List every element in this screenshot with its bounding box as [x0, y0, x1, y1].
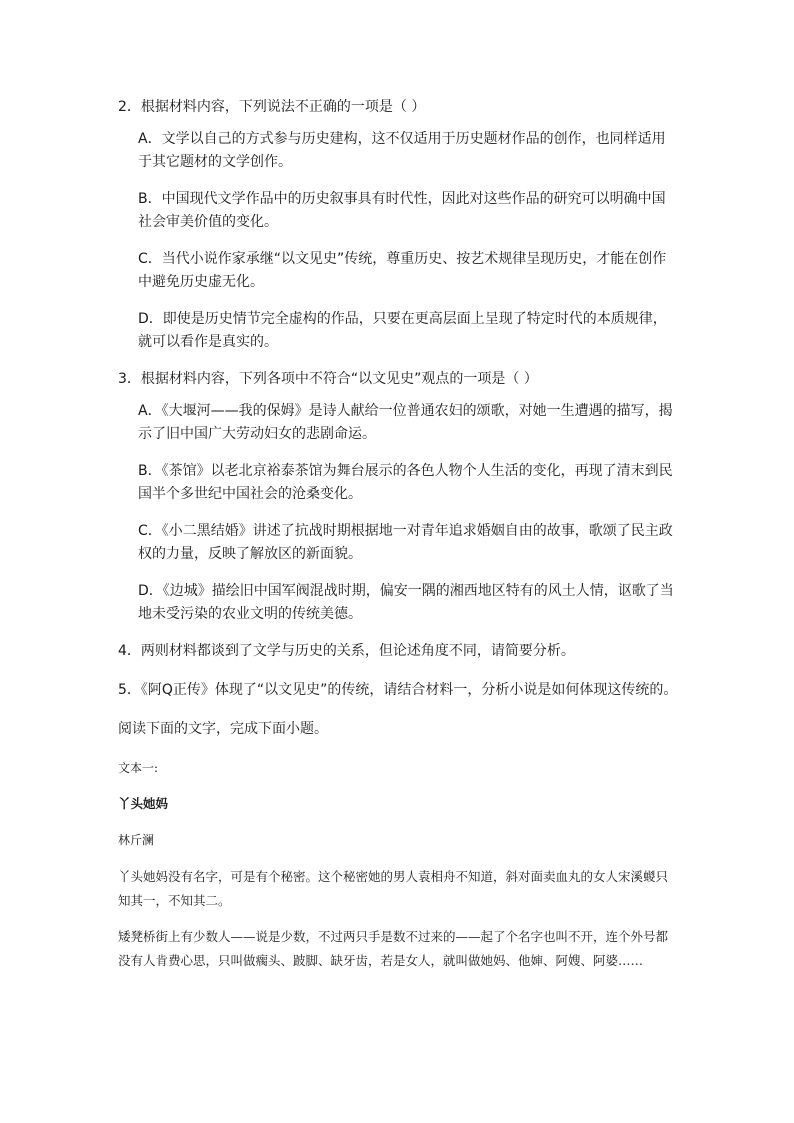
text-label: 文本一:: [118, 761, 159, 775]
story-title: 丫头她妈: [118, 796, 169, 811]
question-4-stem: 4．两则材料都谈到了文学与历史的关系，但论述角度不同，请简要分析。: [118, 643, 575, 659]
document-content: [118, 96, 678, 985]
story-paragraph-2: 矮凳桥街上有少数人——说是少数，不过两只手是数不过来的——起了个名字也叫不开，连个外号都没有人肯费心思，只叫做瘸头、跛脚、缺牙齿，若是女人，就叫做她妈、他婶、阿嫂、阿婆……: [118, 929, 669, 968]
question-3-option-b: B．《茶馆》以老北京裕泰茶馆为舞台展示的各色人物个人生活的变化，再现了清末到民国半个多世纪中国社会的沧桑变化。: [138, 463, 673, 502]
reading-intro: 阅读下面的文字，完成下面小题。: [118, 721, 328, 737]
question-2-stem: 2．根据材料内容，下列说法不正确的一项是（ ）: [118, 99, 426, 115]
question-2-option-c: C．当代小说作家承继“以文见史”传统，尊重历史、按艺术规律呈现历史，才能在创作中避免历史虚无化。: [138, 251, 667, 290]
question-2-option-a: A．文学以自己的方式参与历史建构，这不仅适用于历史题材作品的创作，也同样适用于其它题材的文学创作。: [138, 131, 666, 170]
story-paragraph-1: 丫头她妈没有名字，可是有个秘密。这个秘密她的男人袁相舟不知道，斜对面卖血丸的女人宋溪蝬只知其一，不知其二。: [118, 869, 669, 908]
question-3-option-a: A．《大堰河——我的保姆》是诗人献给一位普通农妇的颂歌，对她一生遭遇的描写，揭示了旧中国广大劳动妇女的悲剧命运。: [138, 403, 673, 442]
question-5-stem: 5．《阿Q正传》体现了“以文见史”的传统，请结合材料一，分析小说是如何体现这传统的。: [118, 682, 678, 698]
question-3-option-c: C．《小二黑结婚》讲述了抗战时期根据地一对青年追求婚姻自由的故事，歌颂了民主政权的力量，反映了解放区的新面貌。: [138, 523, 673, 562]
question-3-option-d: D．《边城》描绘旧中国军阀混战时期，偏安一隅的湘西地区特有的风土人情，讴歌了当地未受污染的农业文明的传统美德。: [138, 583, 674, 622]
question-2-option-d: D．即使是历史情节完全虚构的作品，只要在更高层面上呈现了特定时代的本质规律，就可以看作是真实的。: [138, 311, 667, 350]
story-author: 林斤澜: [118, 833, 155, 847]
question-3-stem: 3．根据材料内容，下列各项中不符合“以文见史”观点的一项是（ ）: [118, 371, 538, 387]
question-2-option-b: B．中国现代文学作品中的历史叙事具有时代性，因此对这些作品的研究可以明确中国社会审美价值的变化。: [138, 191, 666, 230]
